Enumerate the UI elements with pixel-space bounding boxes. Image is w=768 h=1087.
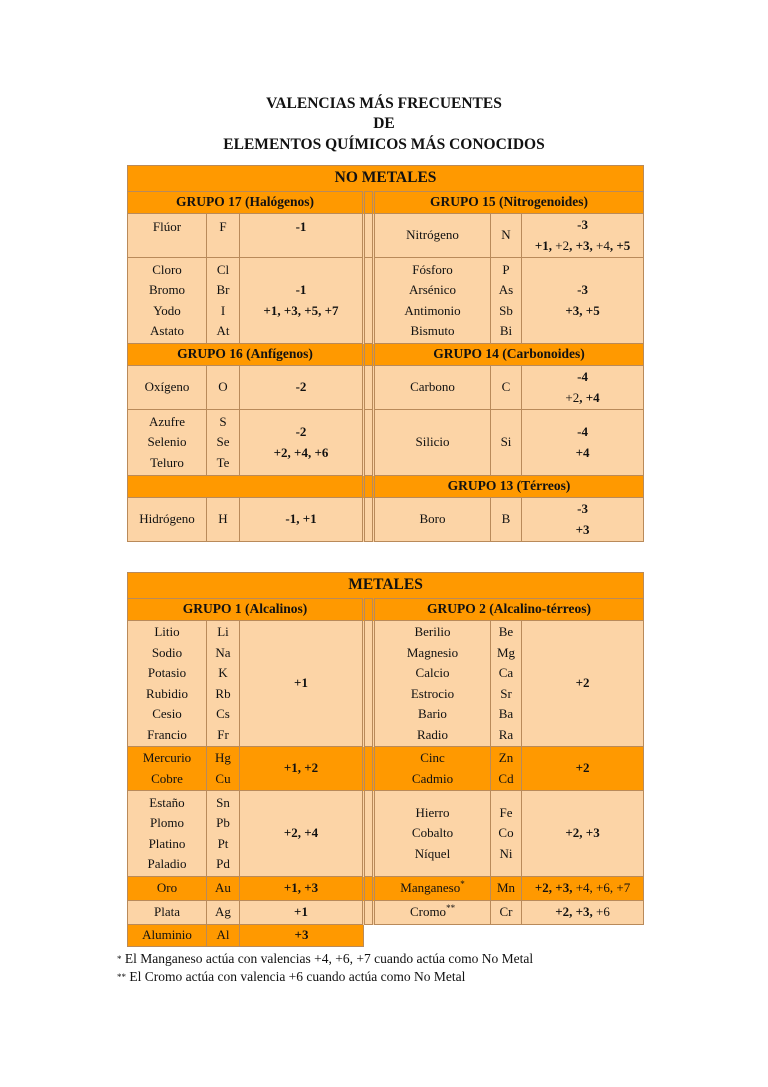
footnote-mark: * xyxy=(460,879,465,890)
footnote-mark: ** xyxy=(446,903,456,914)
valence-line: -3 xyxy=(577,501,588,516)
valence-line: +2, +4, +6 xyxy=(273,444,329,460)
element-symbol: Bi xyxy=(499,323,513,338)
element-name: Plata xyxy=(128,901,207,925)
element-name: Cesio xyxy=(152,706,182,721)
valence-part: , +3, xyxy=(569,237,596,253)
element-name: Teluro xyxy=(150,454,184,470)
element-names xyxy=(128,791,207,877)
title-line-3: ELEMENTOS QUÍMICOS MÁS CONOCIDOS xyxy=(223,136,545,153)
separator xyxy=(364,366,374,410)
element-names xyxy=(128,621,207,747)
element-symbol: Ba xyxy=(498,706,514,721)
valence-line: -1 xyxy=(295,282,307,297)
empty-group-header xyxy=(128,476,364,498)
element-symbol: Cu xyxy=(215,770,231,786)
element-symbol: I xyxy=(220,302,226,318)
valence-part: +1, xyxy=(534,237,556,253)
valence-part: +4 xyxy=(596,237,610,253)
title-line-2: DE xyxy=(373,115,395,132)
element-symbols xyxy=(207,747,240,791)
valence: +1 xyxy=(240,621,364,747)
element-name: Cinc xyxy=(420,750,445,765)
element-symbol: Cd xyxy=(498,770,514,786)
element-names xyxy=(128,258,207,344)
element-name: Estrocio xyxy=(410,685,455,701)
element-symbol: Pt xyxy=(217,835,229,851)
element-name: Platino xyxy=(148,835,186,851)
valence: -2 xyxy=(240,366,364,410)
element-symbol: Se xyxy=(216,434,230,450)
element-symbol: Cl xyxy=(216,261,230,277)
element-name: Hierro xyxy=(415,804,450,820)
valence xyxy=(522,410,644,476)
element-symbols xyxy=(491,258,522,344)
element-name: Hidrógeno xyxy=(128,498,207,542)
element-name: Oxígeno xyxy=(128,366,207,410)
valence xyxy=(522,877,644,901)
element-symbols xyxy=(207,410,240,476)
element-symbol: Ni xyxy=(499,845,513,861)
element-symbol: O xyxy=(207,366,240,410)
grupo-14-header: GRUPO 14 (Carbonoides) xyxy=(374,344,644,366)
separator xyxy=(364,621,374,747)
element-symbols xyxy=(207,621,240,747)
element-name: Nitrógeno xyxy=(374,214,491,258)
element-symbol: Sr xyxy=(500,685,512,701)
valence xyxy=(240,258,364,344)
valence-line: -4 xyxy=(577,424,588,439)
element-symbol: Cr xyxy=(491,901,522,925)
separator xyxy=(364,599,374,621)
element-symbol: F xyxy=(207,214,240,258)
element-symbol: Sn xyxy=(216,794,230,810)
element-name: Cobalto xyxy=(411,825,454,841)
separator xyxy=(364,410,374,476)
element-name: Cadmio xyxy=(411,770,454,786)
element-names xyxy=(374,747,491,791)
element-symbol: Te xyxy=(216,454,230,470)
element-name: Paladio xyxy=(147,856,187,871)
element-symbol: N xyxy=(491,214,522,258)
valence: +3 xyxy=(240,925,364,947)
separator xyxy=(364,344,374,366)
valence xyxy=(522,214,644,258)
element-name: Antimonio xyxy=(404,302,461,318)
element-names xyxy=(128,410,207,476)
grupo-2-header: GRUPO 2 (Alcalino-térreos) xyxy=(374,599,644,621)
valence-line: -3 xyxy=(577,282,588,297)
element-symbol: Cs xyxy=(216,706,230,721)
valence-part: +2, +3, xyxy=(534,880,576,896)
valence-line: +4 xyxy=(575,444,590,460)
element-name: Calcio xyxy=(415,665,450,680)
valence: -1, +1 xyxy=(240,498,364,542)
element-name: Fósforo xyxy=(412,261,453,277)
element-name: Potasio xyxy=(147,665,187,680)
footnote-cromo xyxy=(117,968,465,986)
separator xyxy=(364,791,374,877)
element-name: Bromo xyxy=(148,282,186,297)
element-symbol: S xyxy=(219,413,227,429)
footnote-text: El Cromo actúa con valencia +6 cuando actúa como No Metal xyxy=(126,969,466,984)
separator xyxy=(364,498,374,542)
separator xyxy=(364,214,374,258)
element-symbol: Br xyxy=(216,282,230,297)
valence-part: +6 xyxy=(596,904,610,920)
grupo-1-header: GRUPO 1 (Alcalinos) xyxy=(128,599,364,621)
element-symbols xyxy=(491,747,522,791)
element-name: Bismuto xyxy=(410,323,455,338)
separator xyxy=(364,476,374,498)
element-symbol: Mn xyxy=(491,877,522,901)
valence-line: -3 xyxy=(577,217,588,232)
element-name: Mercurio xyxy=(142,750,192,765)
blank-cell xyxy=(364,925,374,947)
valence: +2, +4 xyxy=(240,791,364,877)
valence-line: +3, +5 xyxy=(565,302,600,318)
element-symbols xyxy=(207,258,240,344)
element-name: Carbono xyxy=(374,366,491,410)
separator xyxy=(364,747,374,791)
element-names xyxy=(374,791,491,877)
valence-line: -4 xyxy=(577,369,588,384)
element-names xyxy=(128,747,207,791)
element-symbol: Na xyxy=(215,644,231,660)
valence: +1 xyxy=(240,901,364,925)
element-symbol: Fr xyxy=(217,726,229,742)
valence xyxy=(240,410,364,476)
element-names xyxy=(374,621,491,747)
element-name: Yodo xyxy=(153,302,181,318)
element-symbol: C xyxy=(491,366,522,410)
valence-line: -2 xyxy=(295,424,307,439)
no-metales-header: NO METALES xyxy=(128,166,644,192)
element-name: Rubidio xyxy=(146,685,188,701)
element-name: Manganeso xyxy=(400,880,461,896)
element-symbol: Al xyxy=(207,925,240,947)
valence-part: +2, +3, xyxy=(555,904,597,920)
element-name: Silicio xyxy=(374,410,491,476)
element-name: Bario xyxy=(418,706,447,721)
valence-part: +2 xyxy=(565,389,580,405)
title-line-1: VALENCIAS MÁS FRECUENTES xyxy=(266,95,502,112)
element-symbol: Mg xyxy=(496,644,516,660)
element-symbol: Si xyxy=(491,410,522,476)
element-symbol: Ca xyxy=(498,665,514,680)
element-symbol: P xyxy=(502,261,510,277)
element-name: Litio xyxy=(154,624,180,639)
element-name: Arsénico xyxy=(409,282,456,297)
element-name: Flúor xyxy=(128,214,207,258)
element-symbol: Fe xyxy=(499,804,513,820)
element-symbol: Rb xyxy=(215,685,231,701)
element-symbol: Be xyxy=(498,624,514,639)
element-symbol: B xyxy=(491,498,522,542)
element-symbol: Au xyxy=(207,877,240,901)
element-name: Sodio xyxy=(151,644,183,660)
separator xyxy=(364,901,374,925)
valence xyxy=(522,258,644,344)
element-symbol: Li xyxy=(217,624,229,639)
element-name: Astato xyxy=(150,323,184,338)
element-name: Radio xyxy=(416,726,449,742)
element-name: Berilio xyxy=(414,624,451,639)
separator xyxy=(364,258,374,344)
valence xyxy=(522,498,644,542)
no-metales-table xyxy=(127,165,644,542)
element-name: Estaño xyxy=(149,794,185,810)
element-name: Selenio xyxy=(147,434,187,450)
valence: +1, +3 xyxy=(240,877,364,901)
metales-table xyxy=(127,572,644,947)
grupo-16-header: GRUPO 16 (Anfígenos) xyxy=(128,344,364,366)
element-name: Níquel xyxy=(414,845,451,861)
element-symbol: As xyxy=(498,282,514,297)
grupo-13-header: GRUPO 13 (Térreos) xyxy=(374,476,644,498)
metales-header: METALES xyxy=(128,573,644,599)
element-symbol: Pb xyxy=(216,815,230,830)
valence xyxy=(522,366,644,410)
valence-line: +3 xyxy=(575,521,590,537)
element-symbol: Zn xyxy=(498,750,514,765)
element-name: Azufre xyxy=(148,413,186,429)
element-name-cell xyxy=(374,901,491,925)
element-symbol: K xyxy=(218,665,228,680)
element-symbol: Pd xyxy=(216,856,230,871)
element-name: Cromo xyxy=(409,904,447,920)
element-name: Cobre xyxy=(151,770,183,786)
valence-line: +1, +3, +5, +7 xyxy=(263,302,339,318)
element-symbol: Co xyxy=(498,825,514,841)
element-symbols xyxy=(207,791,240,877)
footnote-mark: ** xyxy=(117,972,126,982)
footnote-mark: * xyxy=(117,954,122,964)
footnote-manganeso xyxy=(117,950,533,968)
valence xyxy=(522,901,644,925)
valence: -1 xyxy=(240,214,364,258)
separator xyxy=(364,877,374,901)
valence-part: +4, +6, +7 xyxy=(575,880,631,896)
valence-part: +2 xyxy=(555,237,570,253)
element-name-cell xyxy=(374,877,491,901)
element-name: Magnesio xyxy=(406,644,459,660)
element-name: Oro xyxy=(128,877,207,901)
element-symbol: Sb xyxy=(499,302,513,318)
element-symbol: Ra xyxy=(498,726,514,742)
element-name: Boro xyxy=(374,498,491,542)
element-symbol: Ag xyxy=(207,901,240,925)
separator xyxy=(364,192,374,214)
grupo-15-header: GRUPO 15 (Nitrogenoides) xyxy=(374,192,644,214)
grupo-17-header: GRUPO 17 (Halógenos) xyxy=(128,192,364,214)
valence: +2 xyxy=(522,621,644,747)
valence-part: , +4 xyxy=(579,389,600,405)
element-symbol: Hg xyxy=(215,750,231,765)
element-symbol: H xyxy=(207,498,240,542)
element-name: Cloro xyxy=(152,261,182,277)
element-names xyxy=(374,258,491,344)
element-name: Aluminio xyxy=(128,925,207,947)
valence: +1, +2 xyxy=(240,747,364,791)
element-name: Plomo xyxy=(150,815,184,830)
element-name: Francio xyxy=(147,726,187,742)
element-symbol: At xyxy=(216,323,230,338)
element-symbols xyxy=(491,621,522,747)
valence: +2 xyxy=(522,747,644,791)
valence-part: , +5 xyxy=(609,237,631,253)
valence: +2, +3 xyxy=(522,791,644,877)
footnote-text: El Manganeso actúa con valencias +4, +6, +7 cuando actúa como No Metal xyxy=(121,951,534,966)
blank-cell xyxy=(374,925,644,947)
element-symbols xyxy=(491,791,522,877)
